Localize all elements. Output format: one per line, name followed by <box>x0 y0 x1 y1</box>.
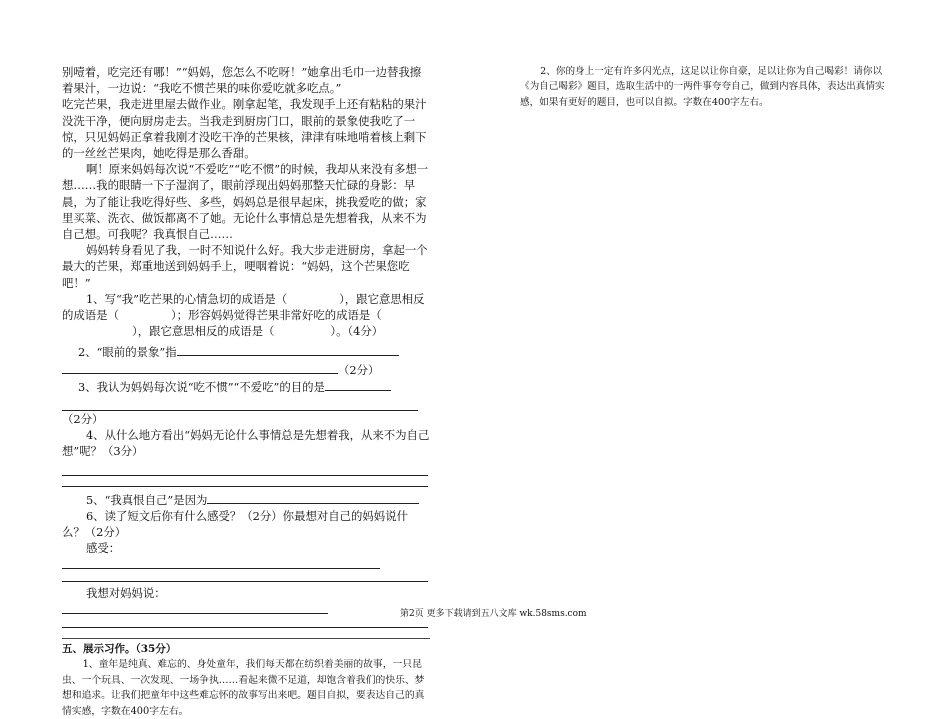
question-3-score: （2分） <box>62 412 104 427</box>
essay-prompt-1: 1、童年是纯真、难忘的、身处童年，我们每天都在纺织着美丽的故事，一只昆虫、一个玩具、一次发现、一场争执……看起来微不足道，却饱含着我们的快乐、梦想和追求。让我们把童年中这些难忘怀的故事写出来吧。题目自拟，要表达自己的真情实感，字数在400字左右。 <box>62 659 425 717</box>
answer-line[interactable] <box>62 361 338 374</box>
passage-paragraph-3: 啊！原来妈妈每次说“不爱吃”“吃不惯”的时候，我却从来没有多想一想……我的眼睛一下子湿润了，眼前浮现出妈妈那整天忙碌的身影：早晨，为了能让我吃得好些、多些，妈妈总是很早起床，挑我爱吃的做；家里买菜、洗衣、做饭都离不了她。无论什么事情总是先想着我，从来不为自己想。可我呢？我真恨自己…… <box>62 162 429 242</box>
question-1: 1、写“我”吃芒果的心情急切的成语是（ ），跟它意思相反的成语是（ ）；形容妈妈觉得芒果非常好吃的成语是（），跟它意思相反的成语是（ ）。（4分） <box>62 291 425 339</box>
page-footer: 第2页 更多下载请到五八文库 wk.58sms.com <box>400 609 587 619</box>
answer-line[interactable] <box>62 476 428 487</box>
question-2-line: （2分） <box>62 361 430 378</box>
question-2: 2、“眼前的景象”指 <box>62 343 430 360</box>
answer-line[interactable] <box>177 343 399 356</box>
passage-paragraph-2: 吃完芒果，我走进里屋去做作业。刚拿起笔，我发现手上还有粘粘的果汁没洗干净，便向厨房走去。当我走到厨房门口，眼前的景象使我吃了一惊，只见妈妈正拿着我刚才没吃干净的芒果核，津津有味地啃着核上剩下的一丝丝芒果肉，她吃得是那么香甜。 <box>62 97 427 161</box>
right-column <box>520 64 900 110</box>
answer-line[interactable] <box>62 601 328 614</box>
question-6-feeling: 感受： <box>62 540 430 573</box>
essay-prompt-2: 2、你的身上一定有许多闪光点，这足以让你自豪，足以让你为自己喝彩！请你以《为自己喝彩》题目，选取生活中的一两件事夸夸自己，做到内容具体，表达出真情实感，如果有更好的题目，也可以自拟。字数在400字左右。 <box>520 66 885 108</box>
question-6-say: 我想对妈妈说： <box>62 585 430 618</box>
passage-paragraph-4: 妈妈转身看见了我，一时不知说什么好。我大步走进厨房，拿起一个最大的芒果，郑重地送到妈妈手上，哽咽着说：“妈妈，这个芒果您吃吧！” <box>62 243 428 290</box>
question-4: 4、从什么地方看出“妈妈无论什么事情总是先想着我，从来不为自己想”呢？（3分） <box>62 428 430 459</box>
passage-paragraph-1: 别噎着，吃完还有哪！”“妈妈，您怎么不吃呀！”她拿出毛巾一边替我擦着果汁，一边说：“我吃不惯芒果的味你爱吃就多吃点。” <box>62 65 422 96</box>
question-5: 5、“我真恨自己”是因为 <box>62 491 430 508</box>
answer-line[interactable] <box>62 556 380 569</box>
answer-line[interactable] <box>325 378 391 391</box>
answer-line[interactable] <box>207 491 419 504</box>
question-6: 6、读了短文后你有什么感受？（2分）你最想对自己的妈妈说什么？（2分） <box>62 508 408 540</box>
answer-line[interactable] <box>62 618 428 628</box>
question-3: 3、我认为妈妈每次说“吃不惯”“不爱吃”的目的是 <box>62 378 430 395</box>
answer-line[interactable] <box>62 574 428 582</box>
left-column <box>62 64 430 719</box>
answer-line[interactable] <box>62 460 428 476</box>
answer-line[interactable] <box>62 395 418 411</box>
section-5-title: 五、展示习作。（35分） <box>62 638 430 657</box>
